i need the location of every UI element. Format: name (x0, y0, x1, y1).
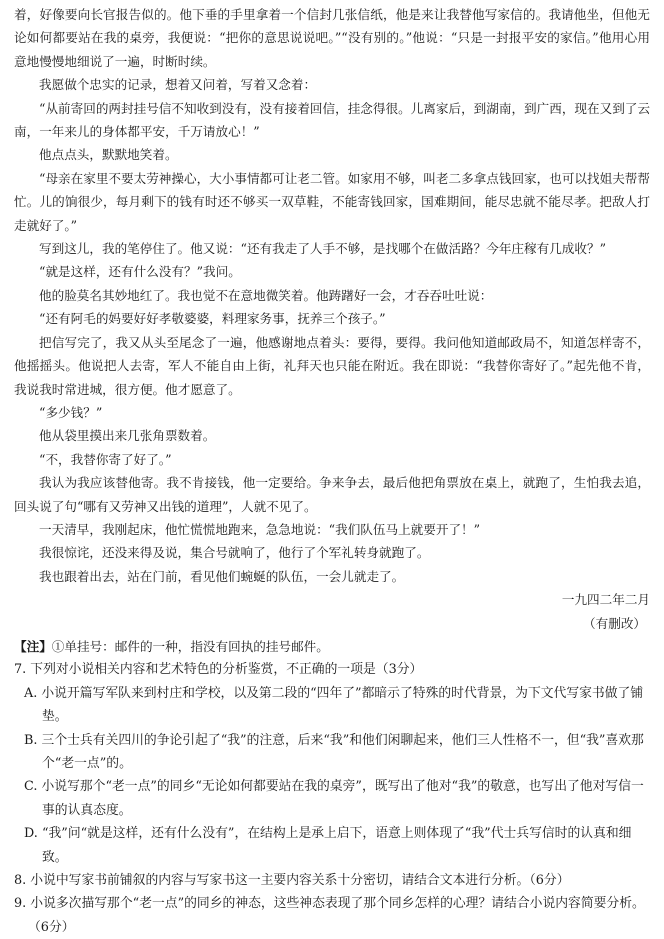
passage-paragraph-9: “还有阿毛的妈要好好孝敬婆婆，料理家务事，抚养三个孩子。” (39, 311, 386, 327)
footnote (14, 635, 650, 658)
question-7-option-a: A. 小说开篇写军队来到村庄和学校，以及第二段的“四年了”都暗示了特殊的时代背景，为下文代写家书做了铺垫。 (24, 685, 644, 725)
question-8: 8. 小说中写家书前铺叙的内容与写家书这一主要内容关系十分密切，请结合文本进行分析。（6分） (14, 873, 570, 889)
passage-paragraph-3: “从前寄回的两封挂号信不知收到没有，没有接着回信，挂念得很。儿离家后，到湖南，到广西，现在又到了云南，一年来儿的身体都平安，千万请放心！” (14, 100, 650, 140)
question-7-option-d: D. “我”问“就是这样，还有什么没有”，在结构上是承上启下，语意上则体现了“我”代士兵写信时的认真和细致。 (24, 826, 632, 865)
passage-date: 一九四二年二月 (561, 592, 650, 608)
passage-source: （有删改） (583, 615, 646, 631)
passage-paragraph-7: “就是这样，还有什么没有？”我问。 (39, 264, 241, 280)
passage-paragraph-17: 我也跟着出去，站在门前，看见他们蜿蜒的队伍，一会儿就走了。 (39, 568, 405, 584)
passage-paragraph-15: 一天清早，我刚起床，他忙慌慌地跑来，急急地说：“我们队伍马上就要开了！” (39, 521, 481, 537)
passage-paragraph-14: 我认为我应该替他寄。我不肯接钱，他一定要给。争来争去，最后他把角票放在桌上，就跑了，生怕我去追，回头说了句“哪有又劳神又出钱的道理”，人就不见了。 (14, 475, 650, 514)
passage-paragraph-5: “母亲在家里不要太劳神操心，大小事情都可让老二管。如家用不够，叫老二多拿点钱回家，也可以找姐夫帮帮忙。儿的饷很少，每月剩下的钱有时还不够买一双草鞋，不能寄钱回家，国难期间，能尽忠就不能尽孝。把敌人打走就好了。” (14, 170, 650, 233)
passage-paragraph-11: “多少钱？” (39, 404, 103, 420)
passage-paragraph-2: 我愿做个忠实的记录，想着又问着，写着又念着： (39, 77, 317, 93)
footnote-text: 单挂号：邮件的一种，指没有回执的挂号邮件。 (64, 638, 329, 654)
passage-paragraph-6: 写到这儿，我的笔停住了。他又说：“还有我走了人手不够，是找哪个在做活路？今年庄稼有几成收？” (39, 241, 607, 257)
passage-paragraph-10: 把信写完了，我又从头至尾念了一遍，他感谢地点着头：要得，要得。我问他知道邮政局不，知道怎样寄不，他摇摇头。他说把人去寄，军人不能自由上街，礼拜天也只能在附近。我在即说：“我替你寄好了。”起先他不肯，我说我时常进城，很方便。他才愿意了。 (14, 334, 650, 397)
footnote-marker: ① (51, 638, 65, 654)
passage-paragraph-4: 他点点头，默默地笑着。 (39, 147, 178, 163)
footnote-label: 【注】 (14, 638, 52, 654)
passage-paragraph-8: 他的脸莫名其妙地红了。我也觉不在意地微笑着。他踌躇好一会，才吞吞吐吐说： (39, 287, 493, 303)
passage-paragraph-16: 我很惊诧，还没来得及说，集合号就响了，他行了个军礼转身就跑了。 (39, 545, 430, 561)
question-9: 9. 小说多次描写那个“老一点”的同乡的神态，这些神态表现了那个同乡怎样的心理？请结合小说内容简要分析。（6分） (14, 896, 645, 935)
question-7-option-c: C. 小说写那个“老一点”的同乡“无论如何都要站在我的桌旁”，既写出了他对“我”的敬意，也写出了他对写信一事的认真态度。 (24, 779, 644, 818)
passage-paragraph-13: “不，我替你寄了好了。” (39, 451, 172, 467)
question-7-stem: 7. 下列对小说相关内容和艺术特色的分析鉴赏，不正确的一项是（3分） (14, 662, 423, 678)
question-7-option-b: B. 三个士兵有关四川的争论引起了“我”的注意，后来“我”和他们闲聊起来，他们三人性格不一，但“我”喜欢那个“老一点”的。 (24, 732, 644, 771)
passage-paragraph-1: 着，好像要向长官报告似的。他下垂的手里拿着一个信封几张信纸，他是来让我替他写家信的。我请他坐，但他无论如何都要站在我的桌旁，我便说：“把你的意思说说吧。”“没有别的。”他说：“只是一封报平安的家信。”他用心用意地慢慢地细说了一遍，时断时续。 (14, 7, 650, 69)
passage-paragraph-12: 他从袋里摸出来几张角票数着。 (39, 428, 216, 444)
